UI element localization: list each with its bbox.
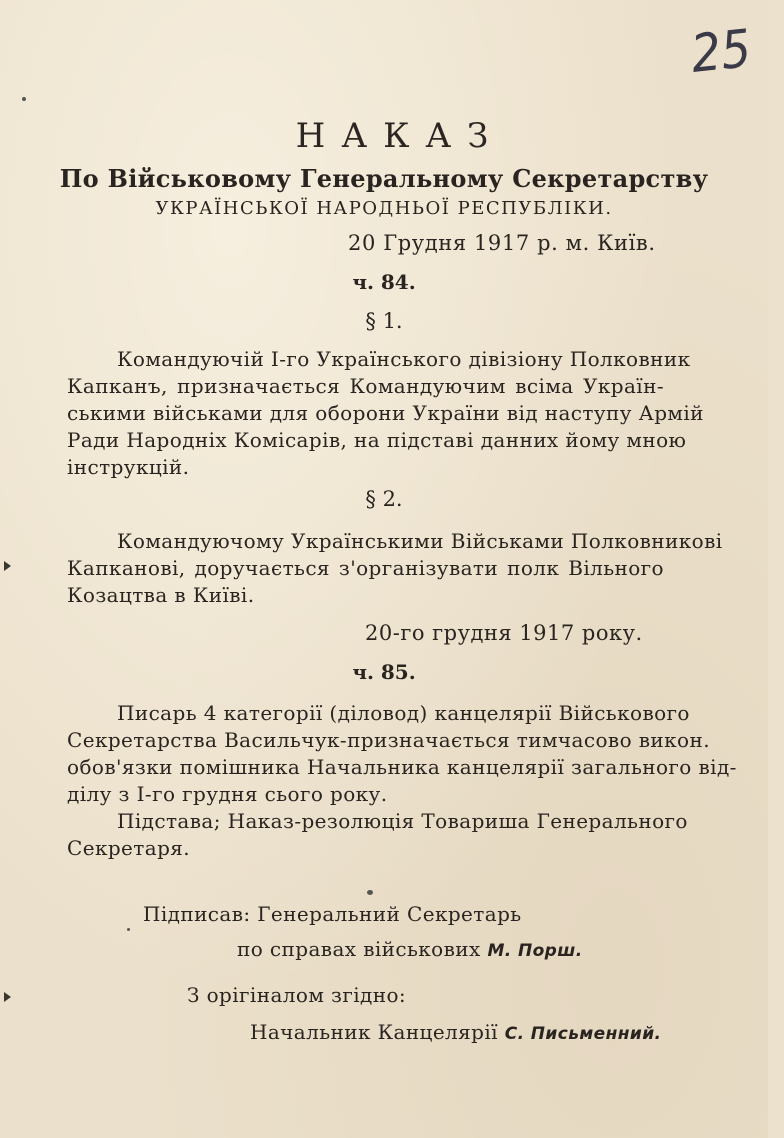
section-2-line: Козацтва в Київі. [67, 583, 255, 607]
order-85-line: Писарь 4 категорії (діловод) канцелярії Військового [117, 701, 690, 725]
dateline: 20 Грудня 1917 р. м. Київ. [348, 231, 656, 255]
signed-role: по справах військових [237, 937, 481, 961]
section-1-label: § 1. [365, 309, 403, 333]
order-85-basis-line: Секретаря. [67, 836, 191, 860]
margin-mark [4, 992, 11, 1002]
signed-role-line [237, 937, 583, 961]
section-1-line: ськими військами для оборони України від наступу Армій [67, 401, 704, 425]
page-number: 25 [688, 19, 754, 85]
document-subtitle-republic: УКРАЇНСЬКОЇ НАРОДНЬОЇ РЕСПУБЛІКИ. [155, 198, 613, 219]
section-2-label: § 2. [365, 487, 403, 511]
order-84-date: 20-го грудня 1917 року. [365, 621, 643, 645]
copy-name: С. Письменний. [504, 1024, 662, 1044]
section-2-line: Командуючому Українськими Військами Полковникові [117, 529, 723, 553]
section-2-text [67, 528, 723, 609]
section-1-line: інструкцій. [67, 455, 190, 479]
signed-label: Підписав: Генеральний Секретарь [143, 902, 522, 926]
order-85-line: Секретарства Васильчук-призначається тимчасово викон. [67, 728, 710, 752]
copy-label: З орігіналом згідно: [187, 983, 407, 1007]
document-title: НАКАЗ [295, 116, 505, 156]
scan-speck [367, 890, 373, 895]
order-85-line: обов'язки помішника Начальника канцелярії загального від- [67, 755, 737, 779]
section-1-line: Командуючій І-го Українського дівізіону Полковник [117, 347, 691, 371]
order-85-line: ділу з І-го грудня сього року. [67, 782, 388, 806]
copy-role: Начальник Канцелярії [250, 1020, 498, 1044]
document-subtitle: По Військовому Генеральному Секретарству [59, 164, 709, 193]
copy-role-line [250, 1020, 661, 1044]
scan-speck [127, 928, 130, 931]
margin-mark [4, 561, 11, 571]
signed-name: М. Порш. [487, 941, 583, 961]
section-1-line: Капканъ, призначається Командуючим всіма Україн- [67, 374, 664, 398]
order-85-number: ч. 85. [352, 660, 416, 684]
order-84-number: ч. 84. [352, 270, 416, 294]
section-2-line: Капканові, доручається з'організувати полк Вільного [67, 556, 664, 580]
order-85-text [67, 700, 737, 862]
scan-speck [22, 97, 26, 101]
order-85-basis-line: Підстава; Наказ-резолюція Товариша Генерального [117, 809, 688, 833]
section-1-line: Ради Народніх Комісарів, на підставі данних йому мною [67, 428, 687, 452]
section-1-text [67, 346, 704, 481]
